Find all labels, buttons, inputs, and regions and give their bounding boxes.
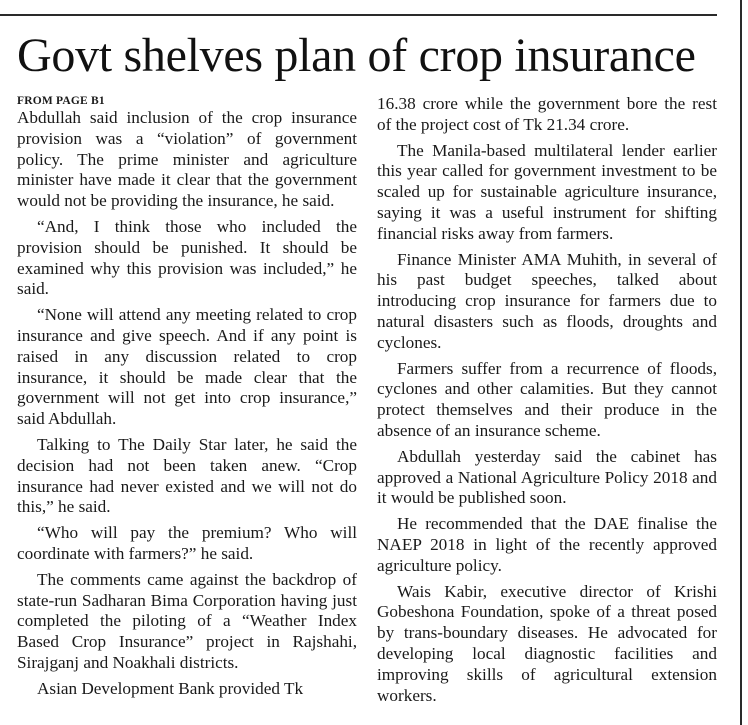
- paragraph: Wais Kabir, executive director of Krishi Gobeshona Foundation, spoke of a threat posed by trans-boundary diseases. He advocated for developing local diagnostic facilities and improving skills of agricultural extension workers.: [377, 581, 717, 705]
- paragraph: “Who will pay the premium? Who will coordinate with farmers?” he said.: [17, 523, 357, 563]
- paragraph: Talking to The Daily Star later, he said the decision had not been taken anew. “Crop insurance had never existed and we will not do this,” he said.: [17, 434, 357, 517]
- paragraph: Abdullah said inclusion of the crop insurance provision was a “violation” of government policy. The prime minister and agriculture minister have made it clear that the government would not be providing the insurance, he said.: [17, 108, 357, 211]
- paragraph: Asian Development Bank provided Tk: [37, 678, 304, 698]
- paragraph: 16.38 crore while the government bore the rest of the project cost of Tk 21.34 crore.: [377, 94, 717, 134]
- paragraph: Farmers suffer from a recurrence of floods, cyclones and other calamities. But they cannot protect themselves and their produce in the absence of an insurance scheme.: [377, 358, 717, 440]
- paragraph: He recommended that the DAE finalise the NAEP 2018 in light of the recently approved agriculture policy.: [377, 514, 717, 575]
- top-rule: [0, 14, 717, 16]
- paragraph: The Manila-based multilateral lender earlier this year called for government investment to be scaled up for sustainable agriculture insurance, saying it was a useful instrument for shifting financial risks away from farmers.: [377, 140, 717, 243]
- paragraph: “And, I think those who included the provision should be punished. It should be examined why this provision was included,” he said.: [17, 216, 357, 299]
- paragraph: Finance Minister AMA Muhith, in several of his past budget speeches, talked about introducing crop insurance for farmers due to natural disasters such as floods, droughts and cyclones.: [377, 249, 717, 352]
- article-column-left: [17, 94, 357, 705]
- kicker-from-page: FROM PAGE B1: [17, 95, 105, 107]
- article-column-right: [377, 94, 717, 711]
- headline: Govt shelves plan of crop insurance: [17, 29, 696, 82]
- paragraph: “None will attend any meeting related to crop insurance and give speech. And if any point is raised in any discussion related to crop insurance, it should be made clear that the government will not get into crop insurance,” said Abdullah.: [17, 305, 357, 429]
- column-rule: [740, 0, 742, 725]
- paragraph: The comments came against the backdrop of state-run Sadharan Bima Corporation having just completed the piloting of a “Weather Index Based Crop Insurance” project in Rajshahi, Sirajganj and Noakhali districts.: [17, 569, 357, 672]
- paragraph: Abdullah yesterday said the cabinet has approved a National Agriculture Policy 2018 and it would be published soon.: [377, 446, 717, 508]
